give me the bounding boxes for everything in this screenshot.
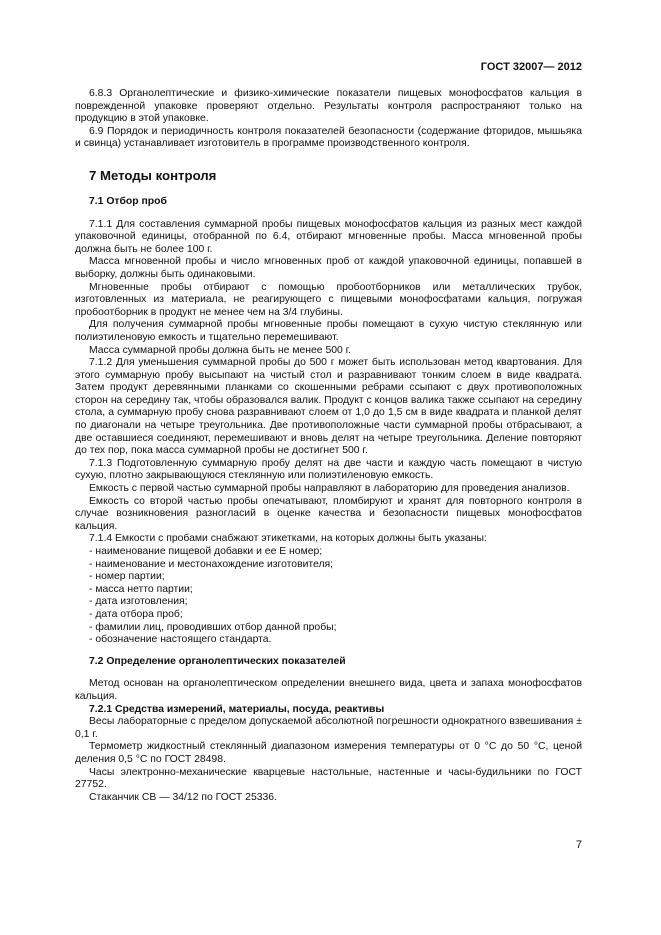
paragraph: Емкость со второй частью пробы опечатывают, пломбируют и хранят для повторного контроля в случае возникновения разногласий в оценке качества и безопасности пищевых монофосфатов кальция.	[75, 495, 582, 532]
paragraph: 7.1.2 Для уменьшения суммарной пробы до 500 г может быть использован метод квартования. Для этого суммарную пробу высыпают на чистый стол и разравнивают тонким слоем в виде квадрата. Затем продукт деревянными планками со скошенными ребрами ссыпают с двух противоположных сторон на середину так, чтобы образовался валик. Продукт с концов валика также ссыпают на середину стола, а суммарную пробу снова разравнивают слоем от 1,0 до 1,5 см в виде квадрата и планкой делят по диагонали на четыре треугольника. Две противоположные части суммарной пробы отбрасывают, а две оставшиеся соединяют, перемешивают и вновь делят на четыре треугольника. Деление повторяют до тех пор, пока масса суммарной пробы не достигнет 500 г.	[75, 357, 582, 457]
list-item: - дата отбора проб;	[89, 608, 183, 620]
list-item: - наименование и местонахождение изготовителя;	[89, 558, 334, 570]
paragraph: Емкость с первой частью суммарной пробы направляют в лабораторию для проведения анализов.	[89, 483, 570, 495]
section-7-heading: 7 Методы контроля	[89, 167, 217, 183]
paragraph: Масса суммарной пробы должна быть не менее 500 г.	[89, 344, 352, 356]
section-7-2-1-heading: 7.2.1 Средства измерений, материалы, посуда, реактивы	[89, 703, 385, 715]
spacer	[75, 647, 582, 654]
list-item: - наименование пищевой добавки и ее Е номер;	[89, 546, 323, 557]
section-7-2-heading: 7.2 Определение органолептических показателей	[89, 655, 346, 667]
list-item: - масса нетто партии;	[89, 583, 193, 595]
paragraph: 7.1.4 Емкости с пробами снабжают этикетками, на которых должны быть указаны:	[89, 533, 487, 545]
paragraph: Стаканчик СВ — 34/12 по ГОСТ 25336.	[89, 791, 277, 803]
list-item: - обозначение настоящего стандарта.	[89, 634, 272, 646]
paragraph: Мгновенные пробы отбирают с помощью пробоотборников или металлических трубок, изготовленных из материала, не реагирующего с пищевыми монофосфатами кальция, погружая пробоотборник в продукт не менее чем на 3/4 глубины.	[75, 281, 582, 318]
paragraph: Термометр жидкостный стеклянный диапазоном измерения температуры от 0 °С до 50 °С, ценой деления 0,5 °С по ГОСТ 28498.	[75, 741, 582, 765]
list-item: - дата изготовления;	[89, 596, 188, 608]
section-7-1-heading: 7.1 Отбор проб	[89, 195, 167, 207]
label-requirements-list	[75, 546, 582, 647]
paragraph: Часы электронно-механические кварцевые настольные, настенные и часы-будильники по ГОСТ 27752.	[75, 766, 582, 791]
list-item: - номер партии;	[89, 571, 165, 583]
paragraph: Метод основан на органолептическом определении внешнего вида, цвета и запаха монофосфатов кальция.	[75, 678, 582, 702]
paragraph-6-8-3: 6.8.3 Органолептические и физико-химические показатели пищевых монофосфатов кальция в поврежденной упаковке проверяют отдельно. Результаты контроля распространяют только на продукцию в этой упаковке.	[75, 88, 582, 125]
paragraph: Весы лабораторные с пределом допускаемой абсолютной погрешности однократного взвешивания ± 0,1 г.	[75, 716, 582, 740]
list-item: - фамилии лиц, проводивших отбор данной пробы;	[89, 621, 337, 633]
page-content	[75, 88, 582, 804]
paragraph: 7.1.3 Подготовленную суммарную пробу делят на две части и каждую часть помещают в чистую сухую, плотно закрывающуюся стеклянную или полиэтиленовую емкость.	[75, 457, 582, 482]
paragraph: Масса мгновенной пробы и число мгновенных проб от каждой упаковочной единицы, попавшей в выборку, должны быть одинаковыми.	[75, 256, 582, 280]
page-number: 7	[575, 839, 582, 851]
paragraph: 7.1.1 Для составления суммарной пробы пищевых монофосфатов кальция из разных мест каждой упаковочной единицы, отобранной по 6.4, отбирают мгновенные пробы. Масса мгновенной пробы должна быть не более 100 г.	[75, 218, 582, 255]
paragraph: Для получения суммарной пробы мгновенные пробы помещают в сухую чистую стеклянную или полиэтиленовую емкость и тщательно перемешивают.	[75, 319, 582, 343]
document-code: ГОСТ 32007— 2012	[480, 61, 582, 73]
paragraph-6-9: 6.9 Порядок и периодичность контроля показателей безопасности (содержание фторидов, мышьяка и свинца) устанавливает изготовитель в программе производственного контроля.	[75, 125, 582, 150]
